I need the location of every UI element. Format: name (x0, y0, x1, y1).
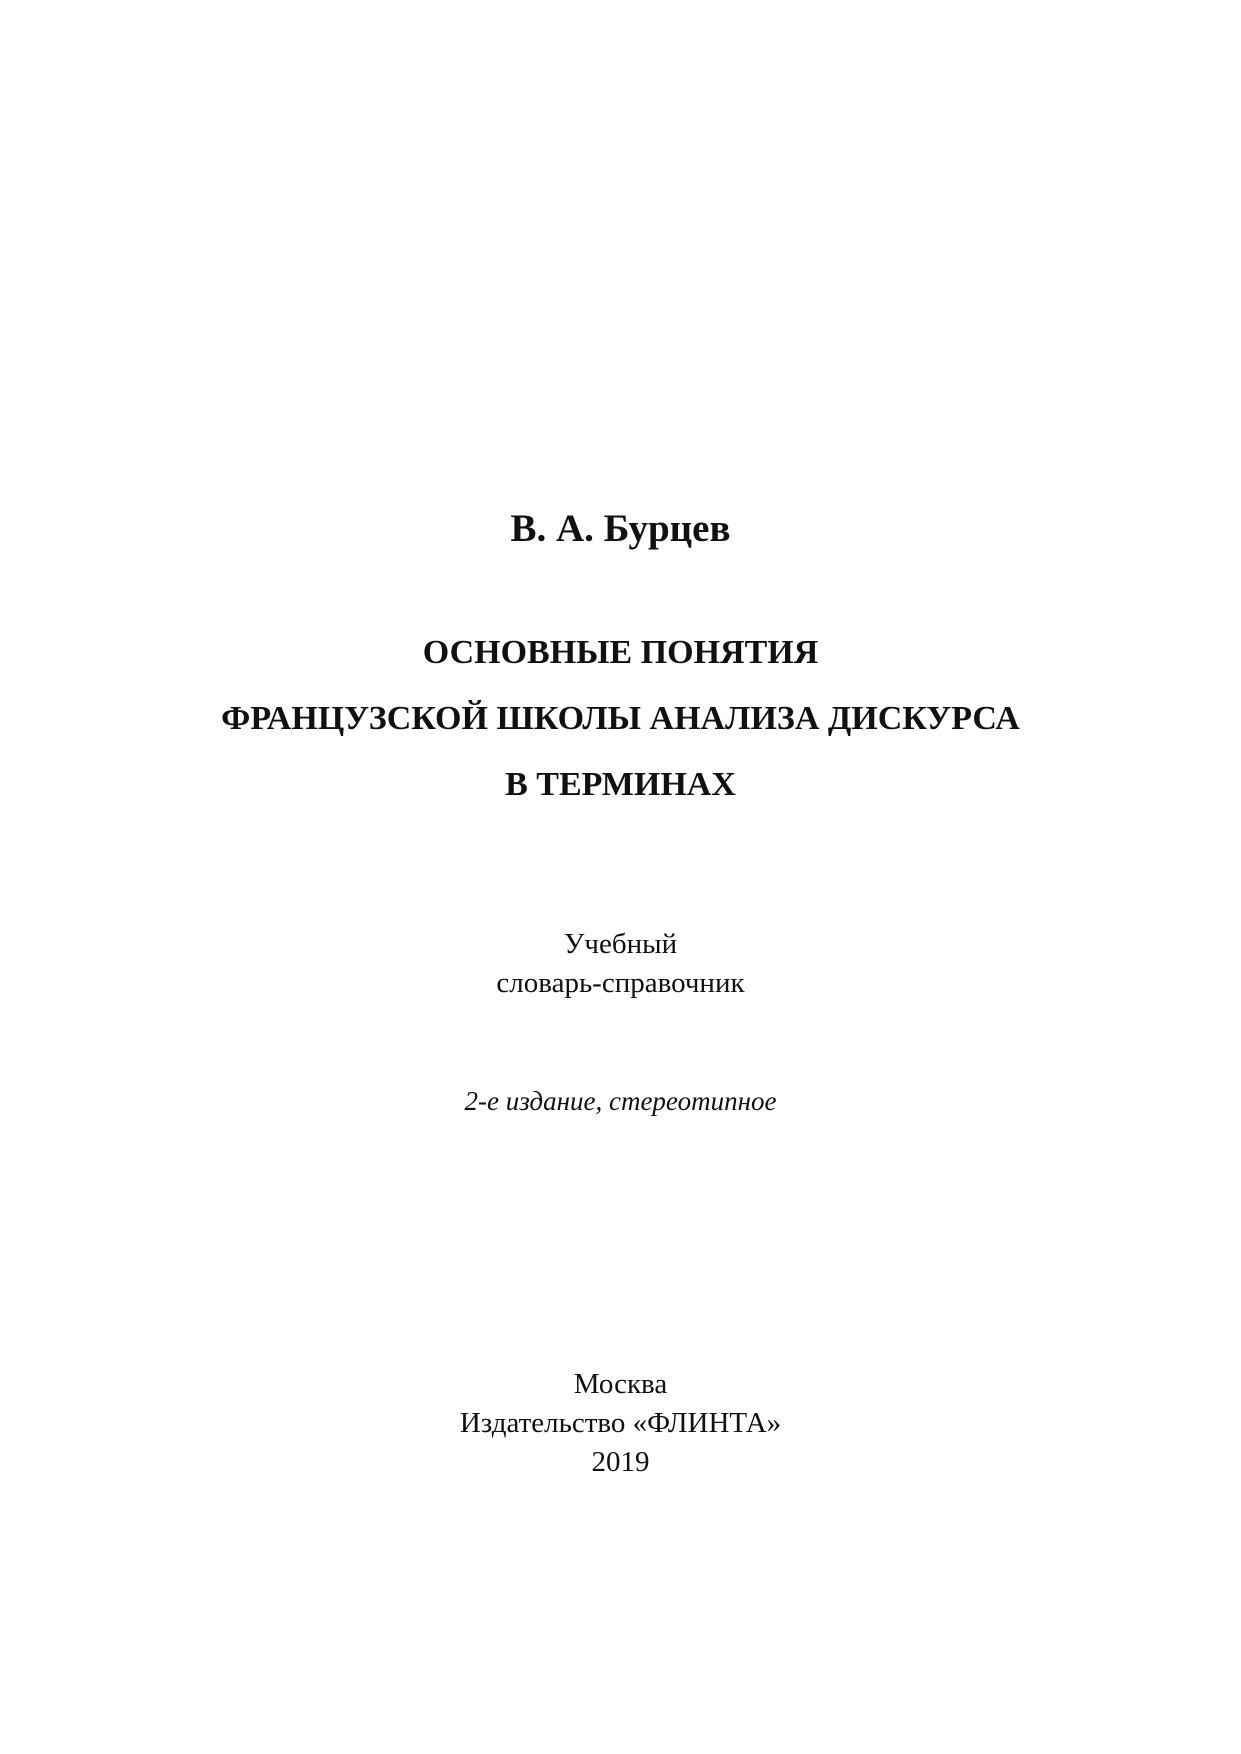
book-title-line-3: В ТЕРМИНАХ (505, 766, 736, 803)
imprint-city: Москва (573, 1368, 668, 1400)
edition-note: 2-е издание, стереотипное (464, 1086, 777, 1116)
subtitle-line-1: Учебный (563, 928, 678, 960)
book-title-line-2: ФРАНЦУЗСКОЙ ШКОЛЫ АНАЛИЗА ДИСКУРСА (221, 700, 1020, 737)
subtitle-line-2: словарь-справочник (496, 967, 745, 999)
author-name: В. А. Бурцев (510, 507, 731, 550)
imprint-year: 2019 (591, 1446, 650, 1478)
imprint-publisher: Издательство «ФЛИНТА» (459, 1407, 782, 1439)
book-title-line-1: ОСНОВНЫЕ ПОНЯТИЯ (422, 634, 819, 671)
